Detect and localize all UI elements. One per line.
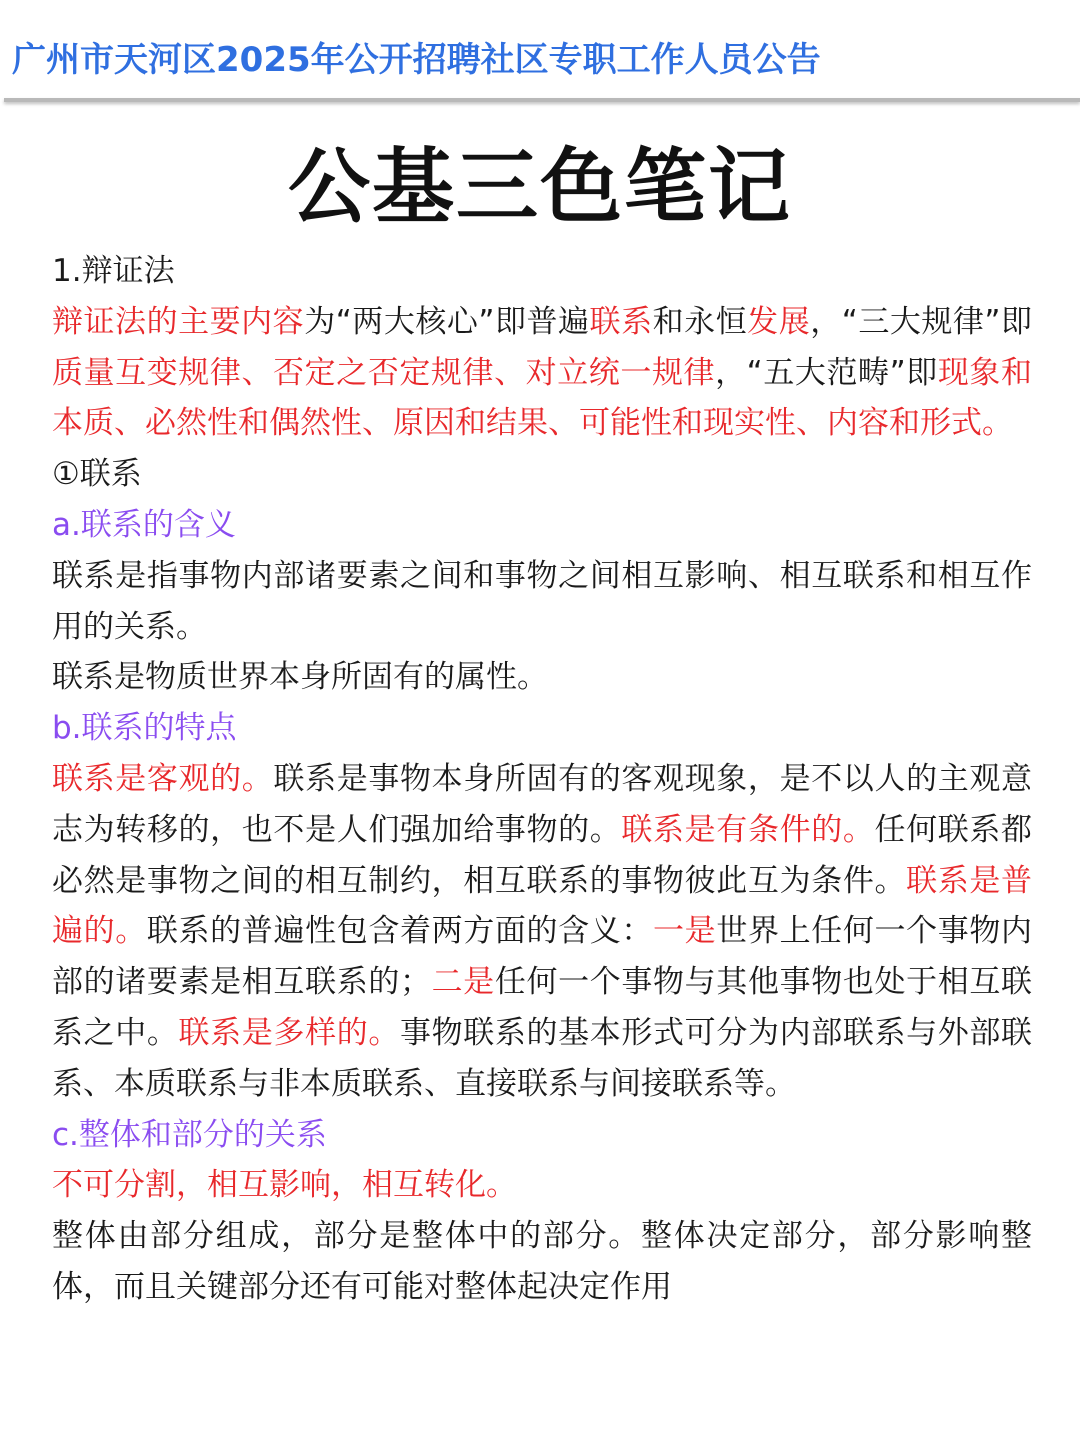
body-text: 联系是事物本身所固有的客观现象，是不以人的主观意志为转移的，也不是人们强加给事物的。 — [52, 760, 1033, 848]
highlight-line: 不可分割，相互影响，相互转化。 — [52, 1167, 517, 1204]
body-text: 事物联系的基本形式可分为内部联系与外部联系、本质联系与非本质联系、直接联系与间接联系等。 — [52, 1014, 1033, 1102]
body-text: ，“五大范畴”即 — [715, 354, 938, 391]
highlight-text: 二是 — [430, 964, 495, 1001]
highlight-text: 联系 — [589, 303, 653, 340]
body-text: 任何一个事物与其他事物也处于相互联系之中。 — [52, 964, 1033, 1051]
body-text: 为“两大核心”即普遍 — [304, 303, 590, 340]
relation-paragraph: 整体由部分组成，部分是整体中的部分。整体决定部分，部分影响整体，而且关键部分还有可能对整体起决定作用 — [52, 1218, 1032, 1305]
highlight-text: 辩证法的主要内容 — [52, 303, 305, 340]
body-text: ，“三大规律”即 — [810, 303, 1033, 340]
definition-paragraph: 联系是指事物内部诸要素之间和事物之间相互影响、相互联系和相互作用的关系。 — [52, 557, 1032, 645]
header-banner — [0, 0, 1080, 102]
point-heading-b: b.联系的特点 — [52, 710, 237, 747]
body-text: 联系的普遍性包含着两方面的含义： — [146, 913, 654, 950]
banner-divider — [4, 98, 1080, 102]
highlight-text: 联系是普遍的。 — [52, 862, 1033, 950]
highlight-text: 质量互变规律、否定之否定规律、对立统一规律 — [52, 354, 716, 391]
highlight-text: 联系是有条件的。 — [621, 811, 875, 848]
highlight-text: 一是 — [653, 913, 717, 950]
subsection-heading: ①联系 — [52, 456, 142, 493]
body-text: 和永恒 — [652, 303, 748, 340]
point-heading-c: c.整体和部分的关系 — [52, 1116, 327, 1153]
highlight-text: 联系是多样的。 — [178, 1014, 400, 1051]
highlight-text: 发展 — [747, 303, 811, 340]
body-text: 任何联系都必然是事物之间的相互制约，相互联系的事物彼此互为条件。 — [52, 811, 1033, 899]
body-text: 世界上任何一个事物内部的诸要素是相互联系的； — [52, 913, 1033, 1001]
page-title: 公基三色笔记 — [287, 140, 792, 235]
definition-paragraph: 联系是物质世界本身所固有的属性。 — [52, 659, 548, 696]
banner-title: 广州市天河区2025年公开招聘社区专职工作人员公告 — [12, 40, 821, 80]
point-heading-a: a.联系的含义 — [52, 506, 236, 543]
features-paragraph — [52, 754, 1032, 1110]
notes-body — [52, 246, 1032, 1313]
highlight-text: 现象和本质、必然性和偶然性、原因和结果、可能性和现实性、内容和形式。 — [52, 354, 1032, 442]
intro-paragraph — [52, 297, 1032, 449]
section-heading: 1.辩证法 — [52, 253, 175, 289]
highlight-text: 联系是客观的。 — [52, 760, 274, 797]
